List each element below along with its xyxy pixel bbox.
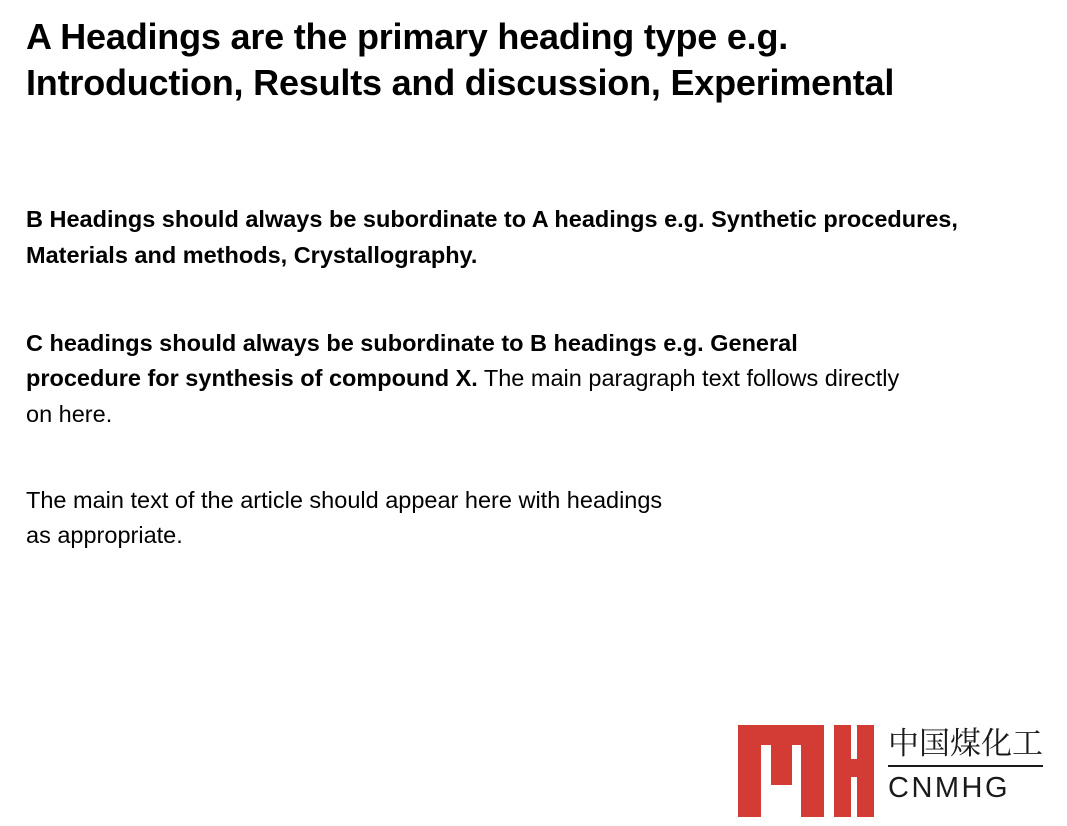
heading-c-bold-text: C headings should always be subordinate to B headings e.g. General procedure for synthesis of compound X. (26, 329, 798, 392)
logo-text-block (888, 725, 1043, 806)
body-paragraph (26, 483, 1036, 554)
heading-a: A Headings are the primary heading type e.g. Introduction, Results and discussion, Experimental (26, 16, 895, 104)
publisher-logo (738, 725, 1044, 817)
heading-c-running-text: The main paragraph text follows directly on here. (26, 365, 900, 428)
logo-chinese-name: 中国煤化工 (888, 727, 1043, 767)
body-paragraph-line-2: as appropriate. (26, 522, 183, 549)
heading-b: B Headings should always be subordinate to A headings e.g. Synthetic procedures, Materials and methods, Crystallography. (26, 206, 958, 268)
logo-mark-icon (738, 725, 874, 817)
heading-c-paragraph (26, 326, 906, 433)
body-paragraph-line-1: The main text of the article should appear here with headings (26, 486, 663, 513)
logo-latin-name: CNMHG (888, 771, 1011, 804)
